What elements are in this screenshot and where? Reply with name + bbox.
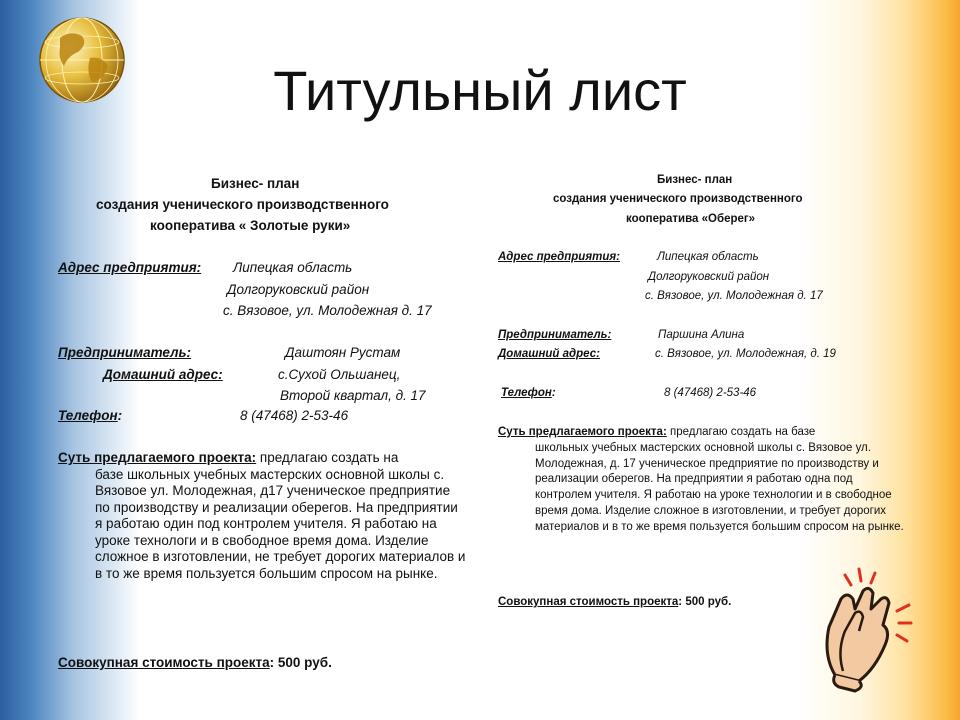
left-project-label: Суть предлагаемого проекта: [58,450,257,465]
right-phone-label: Телефон [501,387,552,399]
left-heading-3: кооператива « Золотые руки» [150,218,351,233]
right-address-line-2: Долгоруковский район [648,271,770,283]
left-entrepreneur-label: Предприниматель: [58,345,192,360]
right-phone-colon: : [551,387,556,399]
right-address-label: Адрес предприятия: [498,251,620,263]
left-home-label: Домашний адрес: [103,367,223,382]
page-title: Титульный лист [273,59,687,122]
right-project-first: предлагаю создать на базе [666,426,816,438]
right-project-label: Суть предлагаемого проекта: [498,426,667,438]
clapping-hands-icon [815,565,925,695]
left-address-line-1: Липецкая область [233,260,353,275]
right-cost-value: : 500 руб. [678,596,732,608]
left-address-label: Адрес предприятия: [58,260,202,275]
left-home-line-1: с.Сухой Ольшанец, [278,367,401,382]
right-heading-2: создания ученического производственного [553,193,803,205]
left-entrepreneur-value: Даштоян Рустам [285,345,401,360]
left-phone-value: 8 (47468) 2-53-46 [240,408,349,423]
right-entrepreneur-label: Предприниматель: [498,329,612,341]
right-heading-1: Бизнес- план [657,174,733,186]
right-home-label: Домашний адрес: [498,348,600,360]
right-heading-3: кооператива «Оберег» [626,213,756,225]
left-cost-label: Совокупная стоимость проекта [58,655,270,670]
left-heading-2: создания ученического производственного [96,197,389,212]
right-project-body: школьных учебных мастерских основной школы с. Вязовое ул. Молодежная, д. 17 ученическое предприятие по производству и реализации оберегов. На предприятии я работаю одна под контролем учителя. Я работаю на уроке технологии и в свободное время дома. Изделие сложное в изготовлении, и требует дорогих материалов и в то же время пользуется большим спросом на рынке. [535,441,904,533]
left-address-line-3: с. Вязовое, ул. Молодежная д. 17 [223,303,432,318]
left-heading-1: Бизнес- план [211,176,300,191]
left-project-paragraph [58,450,468,582]
left-phone-colon: : [117,408,123,423]
right-entrepreneur-value: Паршина Алина [658,329,745,341]
right-cost-label: Совокупная стоимость проекта [498,596,679,608]
right-phone-value: 8 (47468) 2-53-46 [664,387,757,399]
left-project-first: предлагаю создать на [256,450,399,465]
right-project-paragraph [498,425,908,536]
right-address-line-1: Липецкая область [657,251,759,263]
left-home-line-2: Второй квартал, д. 17 [280,388,426,403]
right-home-value: с. Вязовое, ул. Молодежная, д. 19 [655,348,836,360]
left-project-body: базе школьных учебных мастерских основной школы с. Вязовое ул. Молодежная, д17 ученическое предприятие по производству и реализации оберегов. На предприятии я работаю один под контролем учителя. Я работаю на уроке технологи и в свободное время дома. Изделие сложное в изготовлении, не требует дорогих материалов и в то же время пользуется большим спросом на рынке. [95,466,466,581]
right-address-line-3: с. Вязовое, ул. Молодежная д. 17 [645,290,823,302]
left-phone-label: Телефон [58,408,118,423]
left-address-line-2: Долгоруковский район [227,282,370,297]
left-cost-value: : 500 руб. [269,655,332,670]
